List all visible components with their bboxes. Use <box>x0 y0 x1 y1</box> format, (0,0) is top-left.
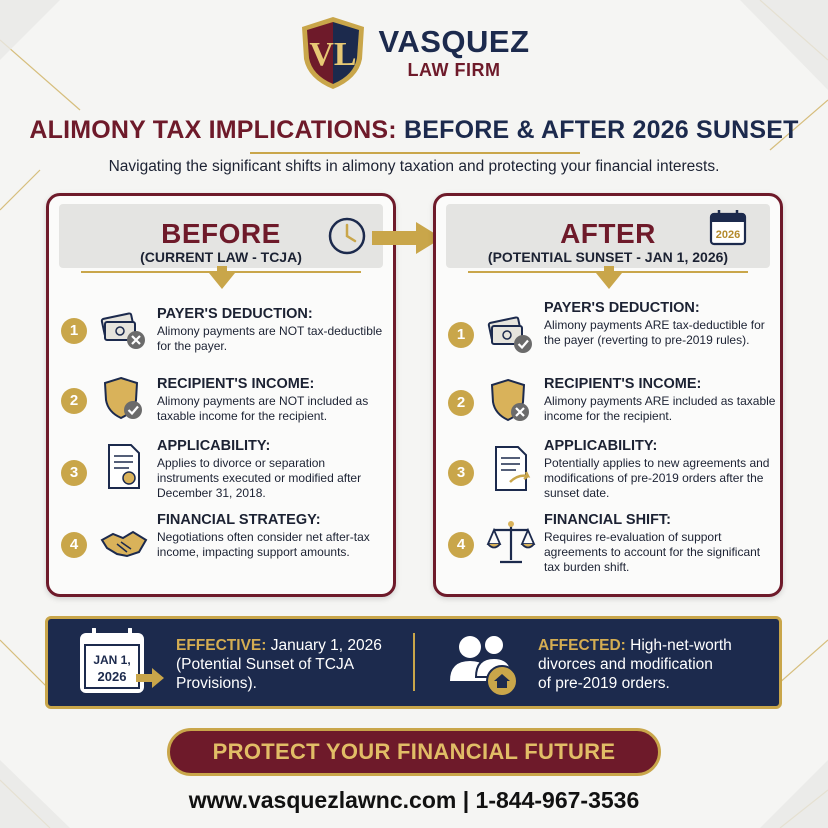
document-seal-icon <box>99 442 149 492</box>
scales-icon <box>486 518 536 568</box>
item-number: 1 <box>61 318 87 344</box>
effective-text <box>176 636 382 693</box>
item-number: 4 <box>61 532 87 558</box>
after-item-3-body: Potentially applies to new agreements and modifications of pre-2019 orders after the sunset date. <box>544 456 770 500</box>
shield-check-icon <box>99 374 149 424</box>
after-item-1-heading: PAYER'S DEDUCTION: <box>544 300 700 316</box>
brand-subtitle: LAW FIRM <box>407 60 501 80</box>
before-item-1-body: Alimony payments are NOT tax-deductible for the payer. <box>157 324 383 353</box>
calendar-icon <box>708 208 748 248</box>
after-title: AFTER <box>560 218 656 249</box>
after-item-2-heading: RECIPIENT'S INCOME: <box>544 376 702 392</box>
money-x-icon <box>99 304 149 354</box>
title-underline <box>250 152 580 154</box>
clock-icon <box>325 214 369 258</box>
brand-name: VASQUEZ <box>378 24 530 59</box>
after-item-4-body: Requires re-evaluation of support agreements to account for the significant tax burden shift. <box>544 530 761 574</box>
shield-logo-icon <box>298 15 368 91</box>
item-number: 4 <box>448 532 474 558</box>
before-item-4-heading: FINANCIAL STRATEGY: <box>157 512 321 528</box>
after-item-2-body: Alimony payments ARE included as taxable income for the recipient. <box>544 394 776 423</box>
calendar-year: 2026 <box>715 229 741 241</box>
effective-line-3: Provisions). <box>176 675 257 692</box>
after-item-3-heading: APPLICABILITY: <box>544 438 658 454</box>
after-item-4-heading: FINANCIAL SHIFT: <box>544 512 672 528</box>
calendar-line-2: 2026 <box>97 669 127 684</box>
effective-label: EFFECTIVE: <box>176 637 267 654</box>
before-down-arrow-icon <box>209 273 235 289</box>
affected-line-3: of pre-2019 orders. <box>538 675 670 692</box>
handshake-icon <box>99 518 149 568</box>
shield-x-icon <box>486 376 536 426</box>
item-number: 2 <box>61 388 87 414</box>
after-item-1-body: Alimony payments ARE tax-deductible for the payer (reverting to pre-2019 rules). <box>544 318 765 347</box>
before-item-3-body: Applies to divorce or separation instruments executed or modified after December 31, 2018. <box>157 456 362 500</box>
footer-contact <box>0 787 828 814</box>
cta-banner: PROTECT YOUR FINANCIAL FUTURE <box>167 728 661 776</box>
title-part-1: ALIMONY TAX IMPLICATIONS: <box>29 116 397 144</box>
before-panel <box>46 193 396 597</box>
affected-line-2: divorces and modification <box>538 656 713 673</box>
page-title <box>0 116 828 145</box>
effective-line-1: January 1, 2026 <box>266 637 382 654</box>
phone-number[interactable]: 1-844-967-3536 <box>475 787 640 813</box>
item-number: 3 <box>448 460 474 486</box>
before-item-1-heading: PAYER'S DEDUCTION: <box>157 306 313 322</box>
before-item-3-heading: APPLICABILITY: <box>157 438 271 454</box>
affected-label: AFFECTED: <box>538 637 626 654</box>
before-subtitle: (CURRENT LAW - TCJA) <box>140 249 302 265</box>
page-subtitle: Navigating the significant shifts in alimony taxation and protecting your financial interests. <box>108 158 720 175</box>
footer-separator: | <box>456 787 476 813</box>
brand-header <box>0 14 828 92</box>
logo-monogram: VL <box>309 36 358 73</box>
before-title: BEFORE <box>161 218 281 249</box>
money-check-icon <box>486 308 536 358</box>
calendar-line-1: JAN 1, <box>93 653 131 667</box>
after-panel <box>433 193 783 597</box>
website-link[interactable]: www.vasquezlawnc.com <box>188 787 457 813</box>
before-item-4-body: Negotiations often consider net after-tax income, impacting support amounts. <box>157 530 370 559</box>
effective-line-2: (Potential Sunset of TCJA <box>176 656 355 673</box>
item-number: 1 <box>448 322 474 348</box>
document-arrow-icon <box>486 444 536 494</box>
affected-text <box>538 636 732 693</box>
title-part-2: BEFORE & AFTER 2026 SUNSET <box>404 116 799 144</box>
affected-line-1: High-net-worth <box>625 637 732 654</box>
info-band <box>45 616 782 709</box>
calendar-effective-icon <box>78 628 168 698</box>
before-item-2-heading: RECIPIENT'S INCOME: <box>157 376 315 392</box>
item-number: 3 <box>61 460 87 486</box>
people-home-icon <box>444 629 524 699</box>
before-item-2-body: Alimony payments are NOT included as taxable income for the recipient. <box>157 394 369 423</box>
after-subtitle: (POTENTIAL SUNSET - JAN 1, 2026) <box>487 249 729 265</box>
after-down-arrow-icon <box>596 273 622 289</box>
item-number: 2 <box>448 390 474 416</box>
band-divider <box>413 633 415 691</box>
